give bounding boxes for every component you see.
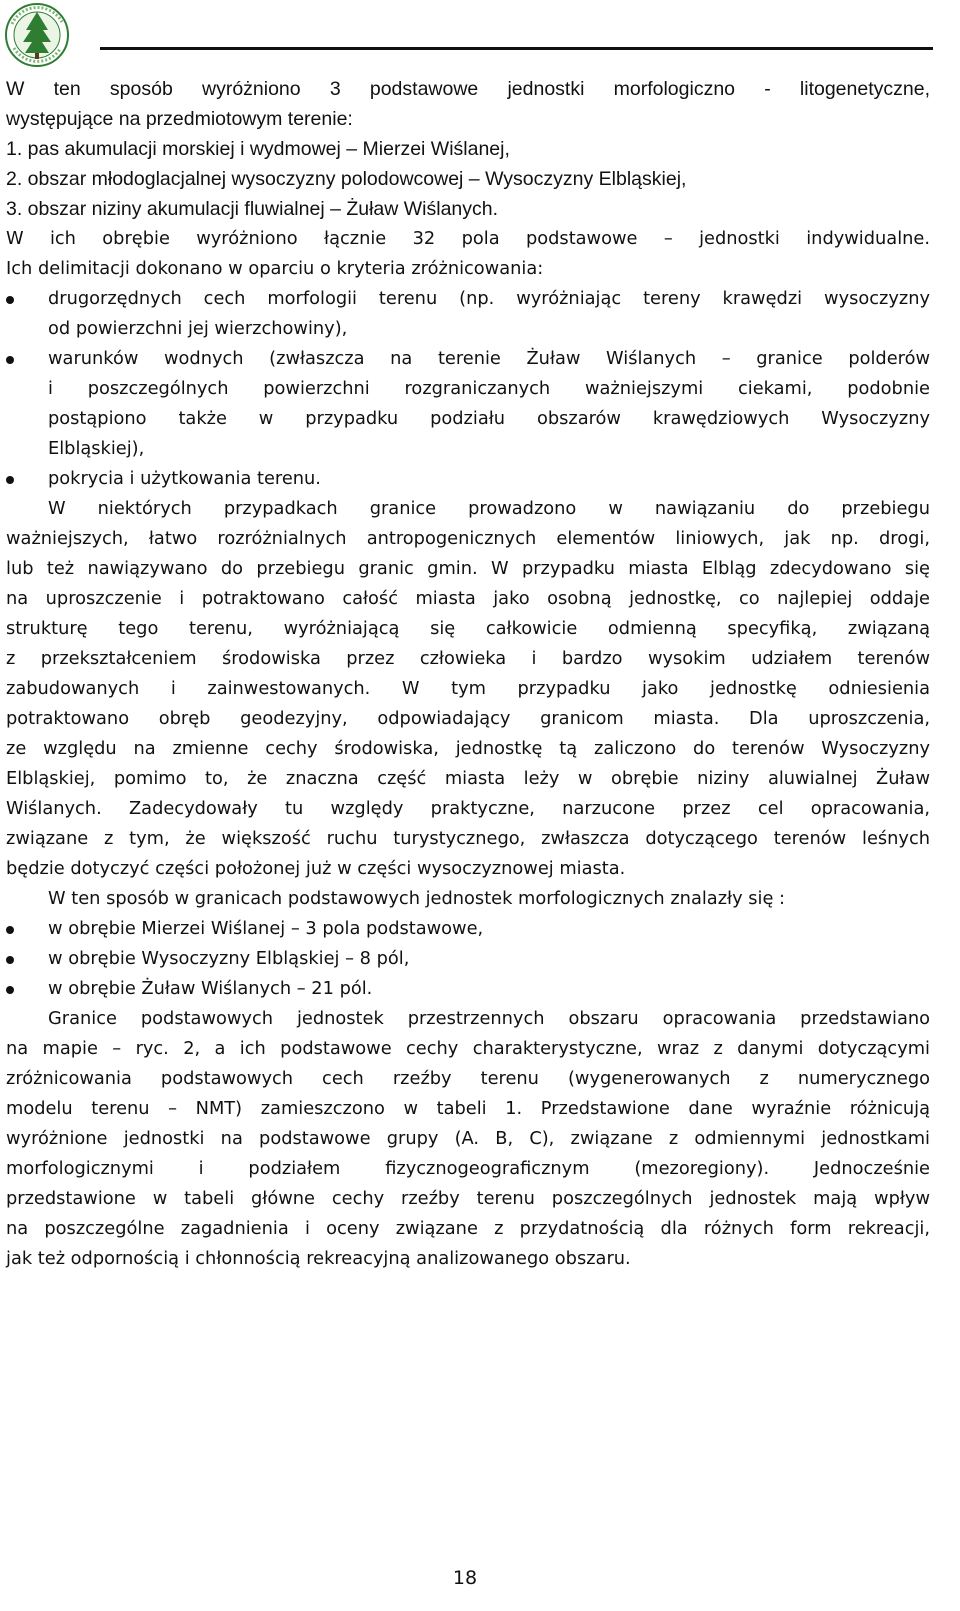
paragraph-line: przedstawione w tabeli główne cechy rzeźby terenu poszczególnych jednostek mają wpływ [6, 1188, 930, 1209]
bullet-line: w obrębie Mierzei Wiślanej – 3 pola podstawowe, [48, 918, 484, 939]
bullet-icon [6, 956, 14, 964]
bullet-line: pokrycia i użytkowania terenu. [48, 468, 321, 489]
bullet-item [6, 914, 930, 944]
paragraph-line: na mapie – ryc. 2, a ich podstawowe cechy charakterystyczne, wraz z danymi dotyczącymi [6, 1038, 930, 1059]
paragraph-line: morfologicznymi i podziałem fizycznogeograficznym (mezoregiony). Jednocześnie [6, 1158, 930, 1179]
bullet-line: w obrębie Wysoczyzny Elbląskiej – 8 pól, [48, 948, 410, 969]
paragraph-line: ze względu na zmienne cechy środowiska, jednostkę tą zaliczono do terenów Wysoczyzny [6, 738, 930, 759]
bullet-item [6, 344, 930, 464]
paragraph-line: związane z tym, że większość ruchu turystycznego, zwłaszcza dotyczącego terenów leśnych [6, 828, 930, 849]
bullet-icon [6, 356, 14, 364]
bullet-item [6, 974, 930, 1004]
paragraph-line: Elbląskiej, pomimo to, że znaczna część miasta leży w obrębie niziny aluwialnej Żuław [6, 768, 930, 789]
bullet-line: drugorzędnych cech morfologii terenu (np. wyróżniając tereny krawędzi wysoczyzny [48, 288, 930, 309]
paragraph-line: lub też nawiązywano do przebiegu granic gmin. W przypadku miasta Elbląg zdecydowano się [6, 558, 930, 579]
paragraph-line: z przekształceniem środowiska przez człowieka i bardzo wysokim udziałem terenów [6, 648, 930, 669]
header-rule [100, 47, 933, 50]
bullet-icon [6, 476, 14, 484]
bullet-line: w obrębie Żuław Wiślanych – 21 pól. [48, 978, 373, 999]
paragraph-line: W ten sposób w granicach podstawowych jednostek morfologicznych znalazły się : [48, 888, 786, 909]
paragraph-line: na poszczególne zagadnienia i oceny związane z przydatnością dla różnych form rekreacji, [6, 1218, 930, 1239]
forest-institute-seal-icon [4, 2, 74, 68]
paragraph-line: strukturę tego terenu, wyróżniającą się całkowicie odmienną specyfiką, związaną [6, 618, 930, 639]
bullet-icon [6, 296, 14, 304]
paragraph-line: na uproszczenie i potraktowano całość miasta jako osobną jednostkę, co najlepiej oddaje [6, 588, 930, 609]
paragraph-line: jak też odpornością i chłonnością rekreacyjną analizowanego obszaru. [6, 1248, 631, 1269]
intro-line: W ich obrębie wyróżniono łącznie 32 pola podstawowe – jednostki indywidualne. [6, 228, 930, 249]
bullet-line: postąpiono także w przypadku podziału obszarów krawędziowych Wysoczyzny [48, 408, 930, 429]
bullet-item [6, 944, 930, 974]
intro-line: W ten sposób wyróżniono 3 podstawowe jednostki morfologiczno - litogenetyczne, [6, 78, 930, 100]
document-body [6, 74, 930, 1274]
bullet-line: od powierzchni jej wierzchowiny), [48, 318, 348, 339]
paragraph-line: potraktowano obręb geodezyjny, odpowiadający granicom miasta. Dla uproszczenia, [6, 708, 930, 729]
bullet-icon [6, 986, 14, 994]
paragraph-line: W niektórych przypadkach granice prowadzono w nawiązaniu do przebiegu [48, 498, 930, 519]
bullet-line: i poszczególnych powierzchni rozgraniczanych ważniejszymi ciekami, podobnie [48, 378, 930, 399]
intro-line: występujące na przedmiotowym terenie: [6, 108, 353, 130]
numbered-item: 2. obszar młodoglacjalnej wysoczyzny polodowcowej – Wysoczyzny Elbląskiej, [6, 168, 687, 190]
paragraph-line: ważniejszych, łatwo rozróżnialnych antropogenicznych elementów liniowych, jak np. drogi, [6, 528, 930, 549]
intro-line: Ich delimitacji dokonano w oparciu o kryteria zróżnicowania: [6, 258, 544, 279]
paragraph-line: wyróżnione jednostki na podstawowe grupy (A. B, C), związane z odmiennymi jednostkami [6, 1128, 930, 1149]
paragraph-line: Granice podstawowych jednostek przestrzennych obszaru opracowania przedstawiano [48, 1008, 930, 1029]
numbered-item: 3. obszar niziny akumulacji fluwialnej – Żuław Wiślanych. [6, 198, 499, 220]
page-number: 18 [452, 1567, 478, 1589]
paragraph-line: Wiślanych. Zadecydowały tu względy praktyczne, narzucone przez cel opracowania, [6, 798, 930, 819]
numbered-item: 1. pas akumulacji morskiej i wydmowej – Mierzei Wiślanej, [6, 138, 510, 160]
bullet-item [6, 464, 930, 494]
paragraph-line: zabudowanych i zainwestowanych. W tym przypadku jako jednostkę odniesienia [6, 678, 930, 699]
paragraph-line: będzie dotyczyć części położonej już w części wysoczyznowej miasta. [6, 858, 626, 879]
bullet-icon [6, 926, 14, 934]
paragraph-line: zróżnicowania podstawowych cech rzeźby terenu (wygenerowanych z numerycznego [6, 1068, 930, 1089]
bullet-item [6, 284, 930, 344]
bullet-line: Elbląskiej), [48, 438, 145, 459]
paragraph-line: modelu terenu – NMT) zamieszczono w tabeli 1. Przedstawione dane wyraźnie różnicują [6, 1098, 930, 1119]
bullet-line: warunków wodnych (zwłaszcza na terenie Żuław Wiślanych – granice polderów [48, 348, 930, 369]
forest-institute-logo [4, 2, 74, 68]
